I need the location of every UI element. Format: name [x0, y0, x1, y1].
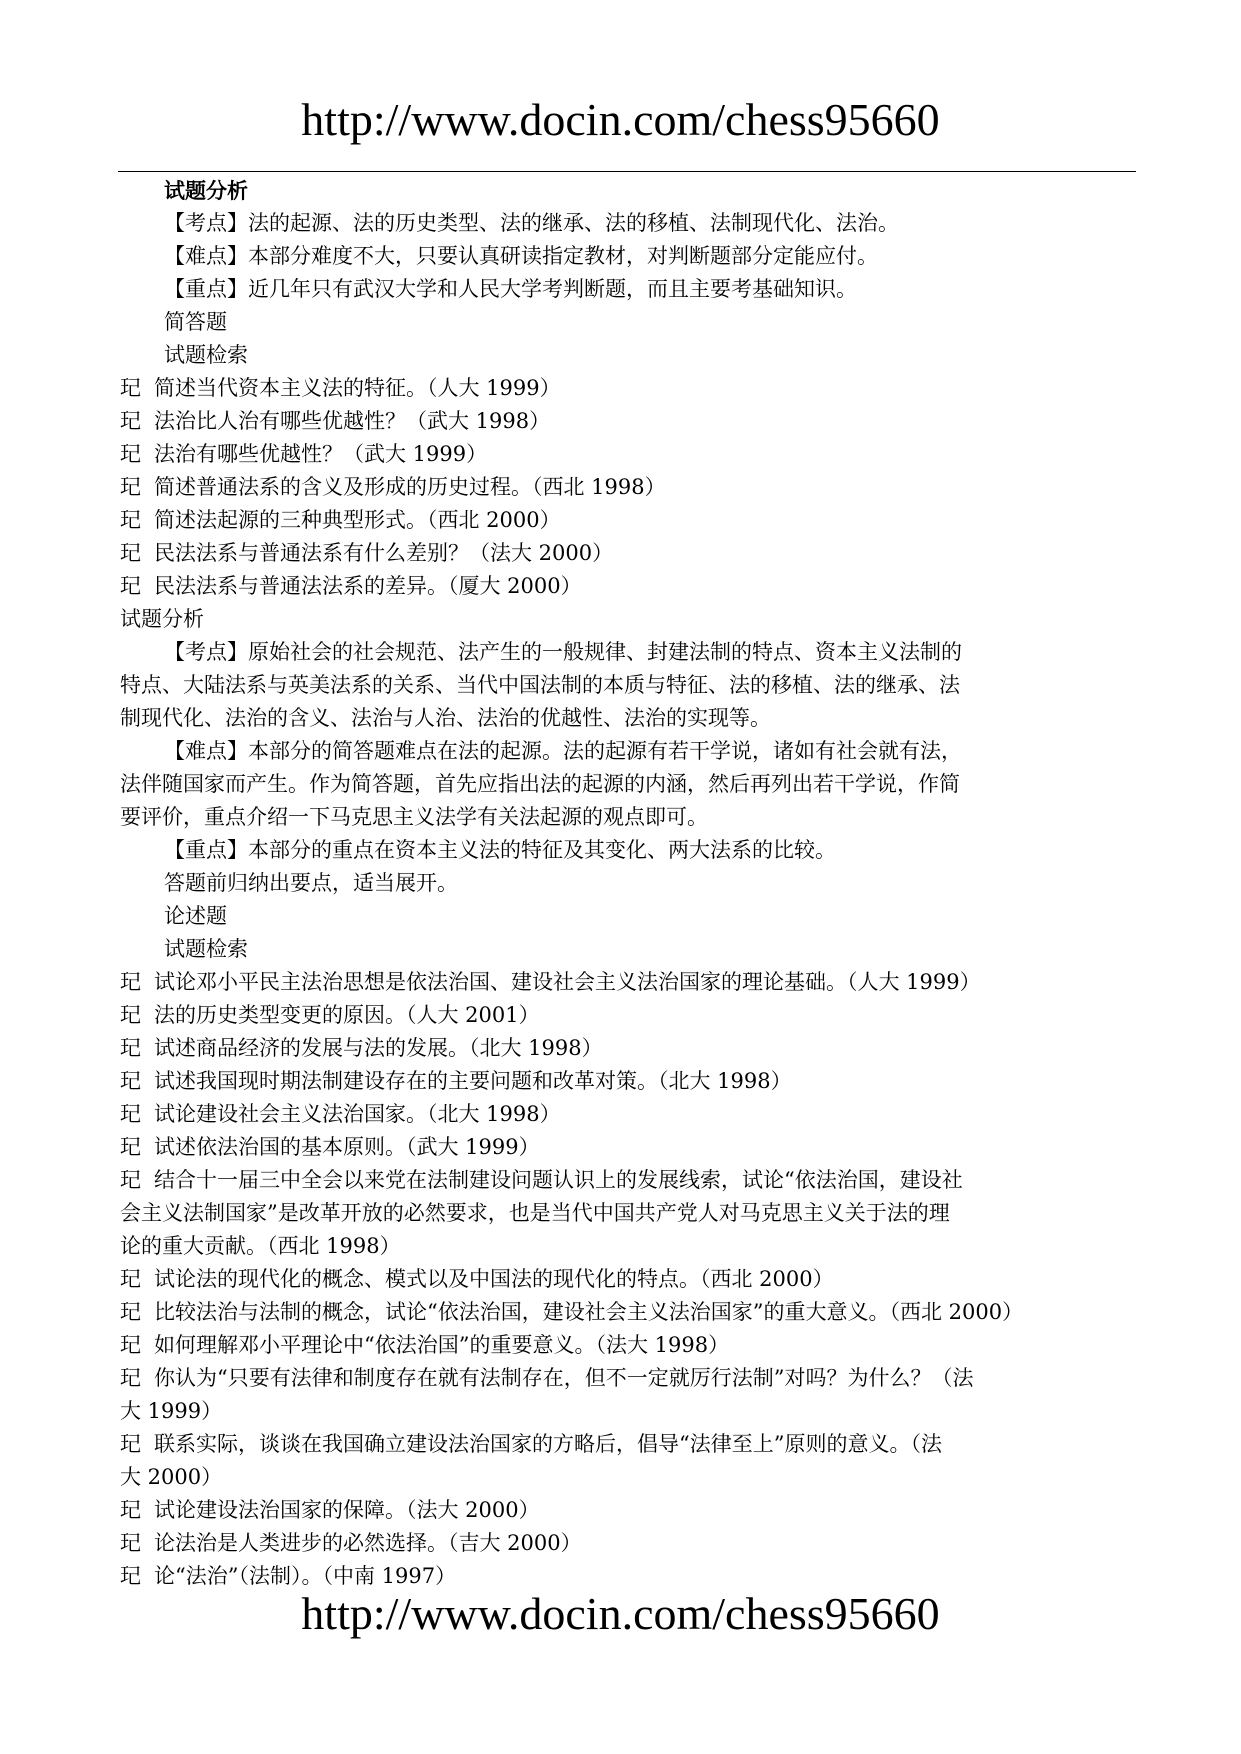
bullet-glyph: 玘	[120, 574, 141, 598]
bullet-glyph: 玘	[120, 1069, 141, 1093]
bullet-glyph: 玘	[120, 1036, 141, 1060]
document-body	[120, 174, 1136, 1593]
question-text: 简述普通法系的含义及形成的历史过程。（西北 1998）	[154, 475, 666, 499]
kaodian-line: 【考点】法的起源、法的历史类型、法的继承、法的移植、法制现代化、法治。	[164, 211, 899, 235]
list-item	[120, 570, 1136, 603]
question-line	[120, 1197, 1136, 1230]
list-item	[120, 372, 1136, 405]
question-text: 大 2000）	[120, 1465, 223, 1489]
question-line	[120, 1428, 1136, 1461]
bullet-glyph: 玘	[120, 1498, 141, 1522]
question-text: 大 1999）	[120, 1399, 223, 1423]
question-text: 试述依法治国的基本原则。（武大 1999）	[154, 1135, 540, 1159]
question-line	[120, 1296, 1136, 1329]
bullet-glyph: 玘	[120, 376, 141, 400]
question-text: 试述我国现时期法制建设存在的主要问题和改革对策。（北大 1998）	[154, 1069, 792, 1093]
nandian-line: 【难点】本部分难度不大，只要认真研读指定教材，对判断题部分定能应付。	[164, 244, 878, 268]
list-item	[120, 1428, 1136, 1494]
list-item	[120, 504, 1136, 537]
question-text: 会主义法制国家”是改革开放的必然要求，也是当代中国共产党人对马克思主义关于法的理	[120, 1201, 950, 1225]
list-item	[120, 1494, 1136, 1527]
question-line	[120, 1098, 1136, 1131]
bullet-glyph: 玘	[120, 1102, 141, 1126]
question-text: 比较法治与法制的概念，试论“依法治国，建设社会主义法治国家”的重大意义。（西北 2000）	[154, 1300, 1024, 1324]
bullet-glyph: 玘	[120, 1432, 141, 1456]
question-line	[120, 1494, 1136, 1527]
list-item	[120, 405, 1136, 438]
question-line	[120, 1164, 1136, 1197]
bullet-glyph: 玘	[120, 970, 141, 994]
question-line	[120, 1461, 1136, 1494]
question-line	[120, 1527, 1136, 1560]
bullet-glyph: 玘	[120, 409, 141, 433]
question-text: 论“法治”（法制）。（中南 1997）	[154, 1564, 457, 1588]
bullet-glyph: 玘	[120, 1267, 141, 1291]
question-line	[120, 1263, 1136, 1296]
question-text: 试述商品经济的发展与法的发展。（北大 1998）	[154, 1036, 603, 1060]
essay-list	[120, 966, 1136, 1593]
question-text: 民法法系与普通法系有什么差别？（法大 2000）	[154, 541, 614, 565]
list-item	[120, 1362, 1136, 1428]
bullet-glyph: 玘	[120, 475, 141, 499]
question-text: 试论建设社会主义法治国家。（北大 1998）	[154, 1102, 561, 1126]
section-title-analysis-2: 试题分析	[120, 607, 204, 631]
question-text: 你认为“只要有法律和制度存在就有法制存在，但不一定就厉行法制”对吗？为什么？（法	[154, 1366, 974, 1390]
section-title-analysis: 试题分析	[164, 178, 248, 203]
question-text: 简述法起源的三种典型形式。（西北 2000）	[154, 508, 561, 532]
list-item	[120, 471, 1136, 504]
question-line	[120, 1395, 1136, 1428]
question-text: 法治有哪些优越性？（武大 1999）	[154, 442, 488, 466]
question-line	[120, 1032, 1136, 1065]
section-title-short-answer: 简答题	[164, 310, 227, 334]
question-text: 试论邓小平民主法治思想是依法治国、建设社会主义法治国家的理论基础。（人大 1999）	[154, 970, 981, 994]
list-item	[120, 1527, 1136, 1560]
nandian-paragraph	[120, 735, 1136, 834]
header-url: http://www.docin.com/chess95660	[301, 94, 940, 145]
list-item	[120, 1296, 1136, 1329]
nandian-paragraph-line: 法伴随国家而产生。作为简答题，首先应指出法的起源的内涵，然后再列出若干学说，作简	[120, 772, 960, 796]
list-item	[120, 1032, 1136, 1065]
kaodian-paragraph-line: 特点、大陆法系与英美法系的关系、当代中国法制的本质与特征、法的移植、法的继承、法	[120, 673, 960, 697]
question-text: 法治比人治有哪些优越性？（武大 1998）	[154, 409, 551, 433]
kaodian-paragraph-line: 【考点】原始社会的社会规范、法产生的一般规律、封建法制的特点、资本主义法制的	[164, 640, 962, 664]
bullet-glyph: 玘	[120, 541, 141, 565]
question-text: 民法法系与普通法法系的差异。（厦大 2000）	[154, 574, 582, 598]
list-item	[120, 1131, 1136, 1164]
bullet-glyph: 玘	[120, 1333, 141, 1357]
bullet-glyph: 玘	[120, 1003, 141, 1027]
bullet-glyph: 玘	[120, 1300, 141, 1324]
question-text: 试论法的现代化的概念、模式以及中国法的现代化的特点。（西北 2000）	[154, 1267, 834, 1291]
question-text: 结合十一届三中全会以来党在法制建设问题认识上的发展线索，试论“依法治国，建设社	[154, 1168, 963, 1192]
question-text: 如何理解邓小平理论中“依法治国”的重要意义。（法大 1998）	[154, 1333, 730, 1357]
short-answer-list	[120, 372, 1136, 603]
list-item	[120, 1263, 1136, 1296]
question-text: 论的重大贡献。（西北 1998）	[120, 1234, 401, 1258]
zhongdian-line: 【重点】近几年只有武汉大学和人民大学考判断题，而且主要考基础知识。	[164, 277, 857, 301]
nandian-paragraph-line: 要评价，重点介绍一下马克思主义法学有关法起源的观点即可。	[120, 805, 708, 829]
bullet-glyph: 玘	[120, 442, 141, 466]
zhongdian-paragraph: 【重点】本部分的重点在资本主义法的特征及其变化、两大法系的比较。	[164, 838, 836, 862]
bullet-glyph: 玘	[120, 1135, 141, 1159]
question-line	[120, 1362, 1136, 1395]
list-item	[120, 1329, 1136, 1362]
list-item	[120, 999, 1136, 1032]
question-line	[120, 966, 1136, 999]
list-item	[120, 1065, 1136, 1098]
footer-url: http://www.docin.com/chess95660	[301, 1588, 940, 1639]
list-item	[120, 1164, 1136, 1263]
question-line	[120, 1230, 1136, 1263]
list-item	[120, 966, 1136, 999]
question-text: 论法治是人类进步的必然选择。（吉大 2000）	[154, 1531, 582, 1555]
bullet-glyph: 玘	[120, 1564, 141, 1588]
bullet-glyph: 玘	[120, 1366, 141, 1390]
kaodian-paragraph-line: 制现代化、法治的含义、法治与人治、法治的优越性、法治的实现等。	[120, 706, 771, 730]
question-text: 试论建设法治国家的保障。（法大 2000）	[154, 1498, 540, 1522]
bullet-glyph: 玘	[120, 1168, 141, 1192]
nandian-paragraph-line: 【难点】本部分的简答题难点在法的起源。法的起源有若干学说，诸如有社会就有法，	[164, 739, 962, 763]
question-text: 法的历史类型变更的原因。（人大 2001）	[154, 1003, 540, 1027]
question-search-heading-2: 试题检索	[164, 937, 248, 961]
kaodian-paragraph	[120, 636, 1136, 735]
question-line	[120, 999, 1136, 1032]
question-search-heading: 试题检索	[164, 343, 248, 367]
section-title-essay: 论述题	[164, 904, 227, 928]
question-line	[120, 1131, 1136, 1164]
answer-tip: 答题前归纳出要点，适当展开。	[164, 871, 458, 895]
header-divider	[118, 171, 1136, 172]
list-item	[120, 1098, 1136, 1131]
list-item	[120, 537, 1136, 570]
bullet-glyph: 玘	[120, 508, 141, 532]
question-text: 联系实际，谈谈在我国确立建设法治国家的方略后，倡导“法律至上”原则的意义。（法	[154, 1432, 942, 1456]
question-text: 简述当代资本主义法的特征。（人大 1999）	[154, 376, 561, 400]
list-item	[120, 438, 1136, 471]
bullet-glyph: 玘	[120, 1531, 141, 1555]
question-line	[120, 1065, 1136, 1098]
question-line	[120, 1329, 1136, 1362]
